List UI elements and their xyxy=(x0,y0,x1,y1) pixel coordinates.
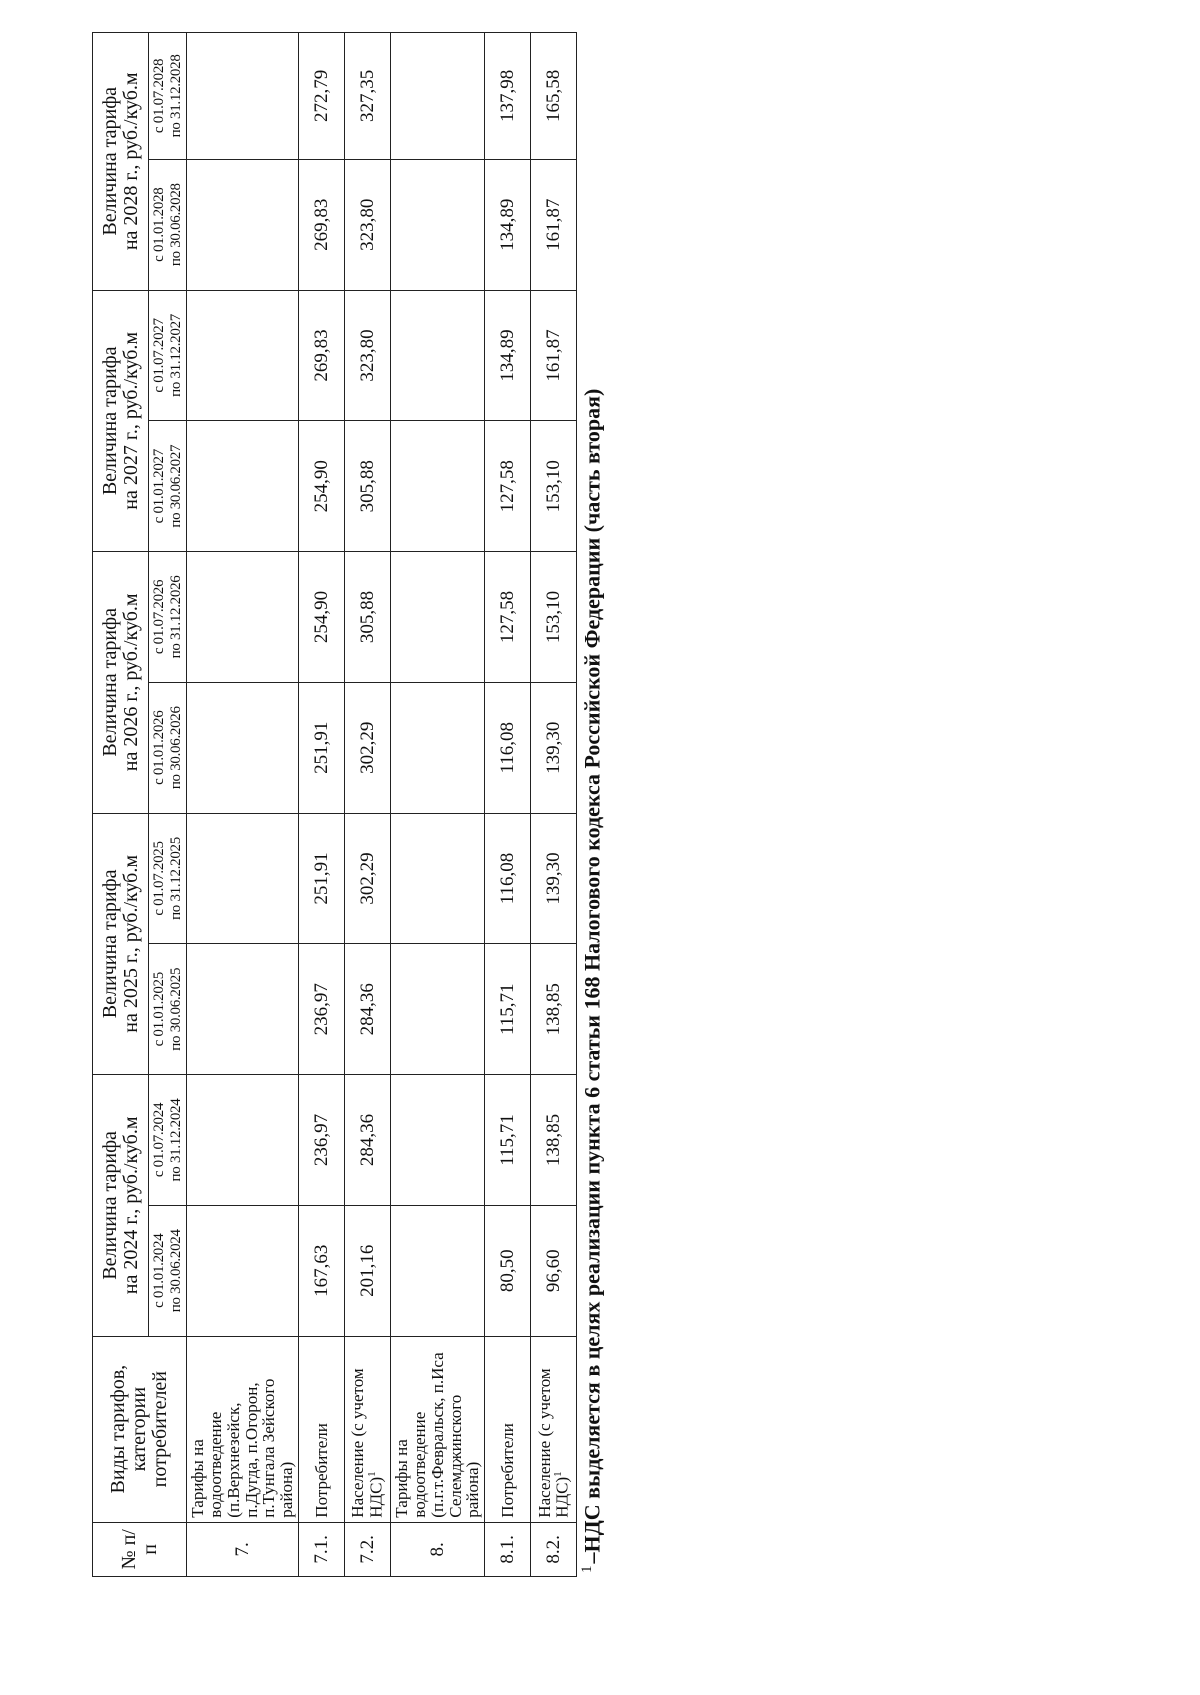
tariff-value: 139,30 xyxy=(531,682,577,813)
tariff-value xyxy=(391,1075,485,1206)
table-row xyxy=(345,33,391,1577)
tariff-value xyxy=(391,159,485,290)
period-from: с 01.01.2027 xyxy=(151,449,167,524)
tariff-value: 165,58 xyxy=(531,33,577,160)
period-to: по 31.12.2028 xyxy=(167,54,184,138)
row-category xyxy=(485,1336,531,1522)
tariff-value xyxy=(391,290,485,421)
header-period xyxy=(149,33,187,160)
tariff-value: 161,87 xyxy=(531,159,577,290)
row-number: 8.1. xyxy=(485,1522,531,1576)
tariff-value: 96,60 xyxy=(531,1205,577,1336)
tariff-value xyxy=(187,682,299,813)
tariff-value: 115,71 xyxy=(485,1075,531,1206)
row-category xyxy=(391,1336,485,1522)
row-number: 7. xyxy=(187,1522,299,1576)
tariff-value xyxy=(391,944,485,1075)
header-year-unit: на 2026 г., руб./куб.м xyxy=(119,593,142,772)
tariff-value: 139,30 xyxy=(531,813,577,944)
header-year-title: Величина тарифа xyxy=(98,1131,121,1280)
header-period xyxy=(149,552,187,683)
header-year-2027 xyxy=(93,290,149,552)
header-name: Виды тарифов, категории потребителей xyxy=(93,1336,187,1522)
period-from: с 01.01.2026 xyxy=(151,710,167,785)
period-from: с 01.07.2025 xyxy=(151,841,167,916)
header-num: № п/п xyxy=(93,1522,187,1576)
tariff-value: 161,87 xyxy=(531,290,577,421)
table-row xyxy=(485,33,531,1577)
tariff-value: 323,80 xyxy=(345,159,391,290)
row-category xyxy=(531,1336,577,1522)
header-year-2025 xyxy=(93,813,149,1075)
period-to: по 31.12.2024 xyxy=(167,1098,184,1182)
tariff-value xyxy=(391,33,485,160)
tariff-value: 167,63 xyxy=(299,1205,345,1336)
row-number: 8.2. xyxy=(531,1522,577,1576)
header-period xyxy=(149,1075,187,1206)
header-year-2024 xyxy=(93,1075,149,1337)
tariff-value xyxy=(187,552,299,683)
tariff-value xyxy=(391,682,485,813)
tariff-value xyxy=(391,421,485,552)
row-category-text: Потребители xyxy=(311,1423,331,1518)
period-to: по 30.06.2026 xyxy=(167,706,184,790)
tariff-value xyxy=(187,159,299,290)
footnote-text: –НДС выделяется в целях реализации пункта 6 статьи 168 Налогового кодекса Российской Федерации (часть вторая) xyxy=(579,388,605,1564)
tariff-value xyxy=(187,1205,299,1336)
header-year-unit: на 2024 г., руб./куб.м xyxy=(119,1116,142,1295)
tariff-table xyxy=(92,32,577,1577)
table-row xyxy=(391,33,485,1577)
tariff-value: 116,08 xyxy=(485,813,531,944)
tariff-value: 284,36 xyxy=(345,1075,391,1206)
tariff-value: 116,08 xyxy=(485,682,531,813)
header-year-title: Величина тарифа xyxy=(98,346,121,496)
table-row xyxy=(531,33,577,1577)
period-to: по 31.12.2026 xyxy=(167,575,184,659)
tariff-value: 127,58 xyxy=(485,552,531,683)
period-to: по 31.12.2025 xyxy=(167,837,184,920)
header-year-unit: на 2028 г., руб./куб.м xyxy=(119,72,142,251)
tariff-value: 236,97 xyxy=(299,944,345,1075)
tariff-value: 138,85 xyxy=(531,944,577,1075)
tariff-value: 115,71 xyxy=(485,944,531,1075)
header-year-unit: на 2025 г., руб./куб.м xyxy=(119,854,142,1033)
tariff-value: 138,85 xyxy=(531,1075,577,1206)
header-year-title: Величина тарифа xyxy=(98,86,121,236)
footnote-ref: 1 xyxy=(552,1471,565,1477)
tariff-value: 272,79 xyxy=(299,33,345,160)
header-year-unit: на 2027 г., руб./куб.м xyxy=(119,331,142,510)
tariff-value xyxy=(187,290,299,421)
row-number: 8. xyxy=(391,1522,485,1576)
tariff-value: 269,83 xyxy=(299,290,345,421)
table-body xyxy=(187,33,577,1577)
tariff-value: 305,88 xyxy=(345,552,391,683)
header-period xyxy=(149,682,187,813)
tariff-value: 236,97 xyxy=(299,1075,345,1206)
row-category-text: Потребители xyxy=(497,1423,517,1518)
header-period xyxy=(149,290,187,421)
header-year-title: Величина тарифа xyxy=(98,869,121,1019)
period-to: по 31.12.2027 xyxy=(167,314,184,397)
tariff-value xyxy=(187,33,299,160)
header-period xyxy=(149,1205,187,1336)
tariff-value xyxy=(391,552,485,683)
tariff-value: 305,88 xyxy=(345,421,391,552)
header-period xyxy=(149,159,187,290)
tariff-value xyxy=(187,421,299,552)
tariff-value: 127,58 xyxy=(485,421,531,552)
tariff-value: 254,90 xyxy=(299,552,345,683)
header-year-title: Величина тарифа xyxy=(98,608,121,757)
tariff-value: 80,50 xyxy=(485,1205,531,1336)
header-period xyxy=(149,421,187,552)
tariff-value: 153,10 xyxy=(531,421,577,552)
header-period xyxy=(149,813,187,944)
tariff-value xyxy=(187,1075,299,1206)
tariff-value: 323,80 xyxy=(345,290,391,421)
period-to: по 30.06.2024 xyxy=(167,1229,184,1313)
row-category xyxy=(299,1336,345,1522)
tariff-value: 251,91 xyxy=(299,813,345,944)
footnote-mark: 1 xyxy=(579,1565,596,1573)
row-category-text: Население (с учетом НДС) xyxy=(534,1368,573,1518)
row-category-text: Население (с учетом НДС) xyxy=(348,1368,386,1518)
header-period xyxy=(149,944,187,1075)
tariff-value: 302,29 xyxy=(345,682,391,813)
tariff-value: 284,36 xyxy=(345,944,391,1075)
header-year-2026 xyxy=(93,552,149,814)
period-from: с 01.01.2025 xyxy=(151,972,167,1047)
tariff-value: 153,10 xyxy=(531,552,577,683)
row-category xyxy=(345,1336,391,1522)
row-number: 7.1. xyxy=(299,1522,345,1576)
table-row xyxy=(187,33,299,1577)
footnote-ref: 1 xyxy=(366,1471,379,1477)
tariff-value: 134,89 xyxy=(485,159,531,290)
period-from: с 01.07.2027 xyxy=(151,318,167,393)
header-year-2028 xyxy=(93,33,149,291)
period-from: с 01.07.2026 xyxy=(151,579,167,655)
tariff-value: 201,16 xyxy=(345,1205,391,1336)
tariff-value: 269,83 xyxy=(299,159,345,290)
rotated-content xyxy=(92,32,652,1577)
tariff-value xyxy=(187,944,299,1075)
row-category xyxy=(187,1336,299,1522)
tariff-value: 302,29 xyxy=(345,813,391,944)
period-from: с 01.01.2024 xyxy=(151,1233,167,1308)
header-row xyxy=(93,33,149,1577)
period-from: с 01.07.2024 xyxy=(151,1102,167,1178)
tariff-value: 251,91 xyxy=(299,682,345,813)
table-row xyxy=(299,33,345,1577)
period-to: по 30.06.2028 xyxy=(167,183,184,267)
tariff-value: 327,35 xyxy=(345,33,391,160)
period-from: с 01.01.2028 xyxy=(151,187,167,262)
period-to: по 30.06.2027 xyxy=(167,444,184,528)
tariff-value xyxy=(391,1205,485,1336)
tariff-value: 137,98 xyxy=(485,33,531,160)
row-category-text: Тарифы на водоотведение (п.Верхнезейск, п.Дугда, п.Огорон, п.Тунгала Зейского района) xyxy=(188,1378,297,1518)
period-to: по 30.06.2025 xyxy=(167,967,184,1051)
row-number: 7.2. xyxy=(345,1522,391,1576)
row-category-text: Тарифы на водоотведение (п.г.т.Февральск, п.Иса Селемджинского района) xyxy=(392,1352,483,1518)
tariff-value: 134,89 xyxy=(485,290,531,421)
tariff-value xyxy=(187,813,299,944)
tariff-value: 254,90 xyxy=(299,421,345,552)
period-from: с 01.07.2028 xyxy=(151,58,167,134)
tariff-value xyxy=(391,813,485,944)
footnote xyxy=(579,32,605,1577)
